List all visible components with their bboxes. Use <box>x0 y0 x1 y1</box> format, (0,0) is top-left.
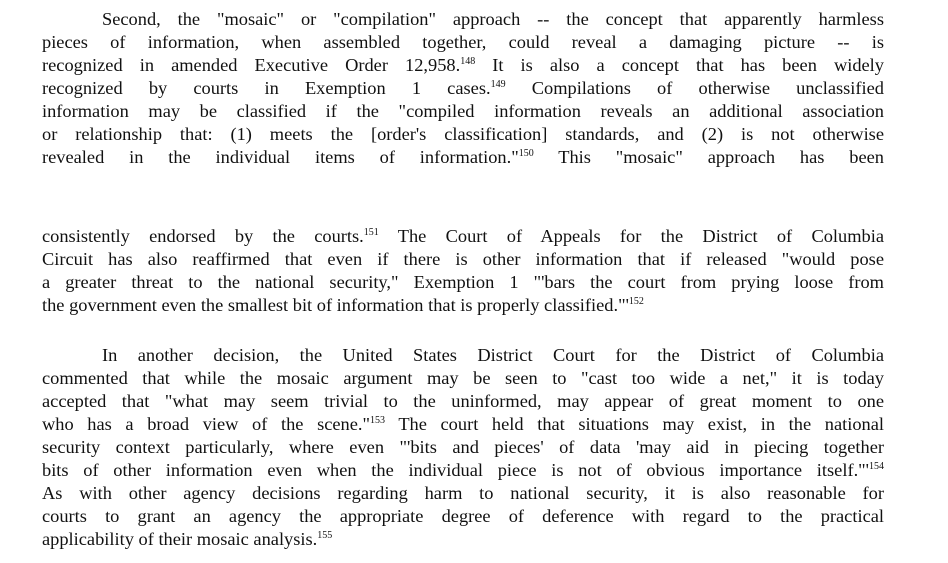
footnote-ref: 151 <box>363 227 379 238</box>
footnote-ref: 150 <box>518 148 534 159</box>
text-line: a greater threat to the national security," Exemption 1 "'bars the court from prying loose from <box>42 272 884 292</box>
text-line: courts to grant an agency the appropriate degree of deference with regard to the practical <box>42 506 884 526</box>
footnote-ref: 153 <box>370 415 386 426</box>
text-line: recognized in amended Executive Order 12,958.$^{148}$ It is also a concept that has been widely <box>42 55 884 75</box>
text-line: security context particularly, where even "'bits and pieces' of data 'may aid in piecing together <box>42 437 884 457</box>
footnote-ref: 154 <box>869 461 884 472</box>
footnote-ref: 148 <box>460 56 476 67</box>
text-line: In another decision, the United States District Court for the District of Columbia <box>102 345 884 365</box>
text-line: bits of other information even when the individual piece is not of obvious importance $itself."'^{154}$ <box>42 460 884 480</box>
text-line: consistently endorsed by the courts.$^{151}$ The Court of Appeals for the District of Columbia <box>42 226 885 246</box>
footnote-ref: 152 <box>628 296 644 307</box>
text-line: Second, the "mosaic" or "compilation" approach -- the concept that apparently harmless <box>102 9 884 29</box>
text-line: revealed in the individual items of information."$^{150}$ This "mosaic" approach has been <box>42 147 884 167</box>
text-line: Circuit has also reaffirmed that even if there is other information that if released "would pose <box>42 249 884 269</box>
text-line: who has a broad view of the scene."$^{153}$ The court held that situations may exist, in the national <box>42 414 884 434</box>
text-line: As with other agency decisions regarding harm to national security, it is also reasonable for <box>42 483 884 503</box>
text-line: recognized by courts in Exemption 1 cases.$^{149}$ Compilations of otherwise unclassified <box>42 78 884 98</box>
text-line: information may be classified if the "compiled information reveals an additional association <box>42 101 884 121</box>
text-line: pieces of information, when assembled together, could reveal a damaging picture -- is <box>42 32 884 52</box>
text-line: accepted that "what may seem trivial to the uninformed, may appear of great moment to one <box>42 391 884 411</box>
text-line: the government even the smallest bit of information that is properly $classified."'^{152}$ <box>42 295 644 315</box>
footnote-ref: 155 <box>317 530 333 541</box>
text-line: applicability of their mosaic analysis.$^{155}$ <box>42 529 333 549</box>
footnote-ref: 149 <box>490 79 506 90</box>
text-line: or relationship that: (1) meets the [order's classification] standards, and (2) is not otherwise <box>42 124 884 144</box>
text-line: commented that while the mosaic argument may be seen to "cast too wide a net," it is today <box>42 368 884 388</box>
